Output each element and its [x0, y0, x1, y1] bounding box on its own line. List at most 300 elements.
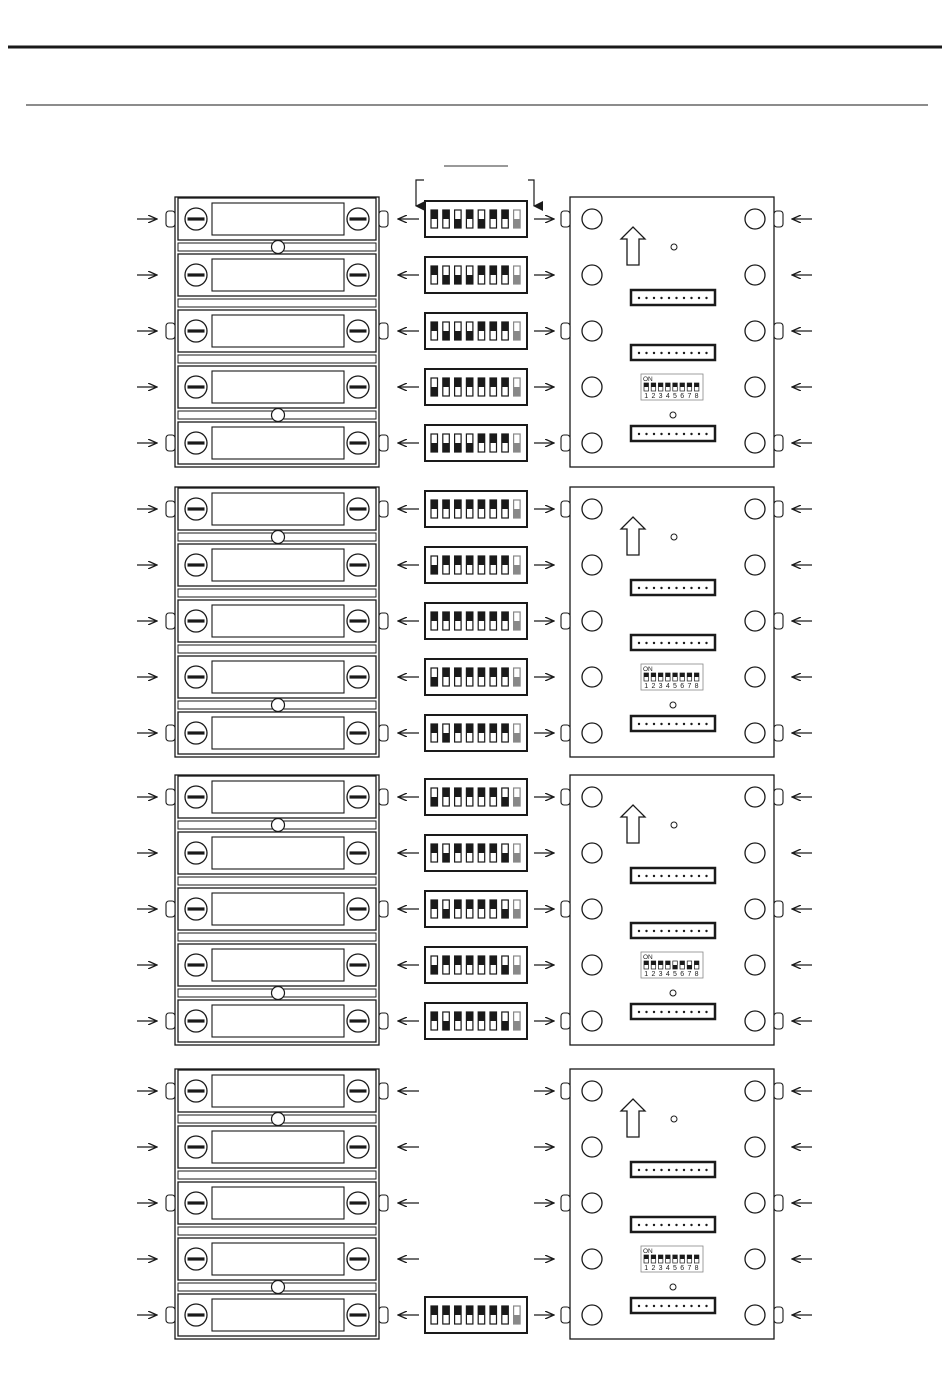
connector-pin	[690, 297, 692, 299]
mounting-hole	[582, 1193, 602, 1213]
module-group-1	[137, 197, 812, 467]
dip-switch-block	[425, 659, 527, 695]
dip-switch-on	[478, 900, 485, 909]
terminal-tab-right	[379, 1013, 388, 1029]
dip-number-label: 3	[658, 1265, 663, 1272]
connector-pin	[690, 875, 692, 877]
connector-pin	[638, 1169, 640, 1171]
dip-switch-on	[466, 500, 473, 509]
board-tab-left	[561, 725, 570, 741]
board-tab-left	[561, 1195, 570, 1211]
connector-pin	[683, 1305, 685, 1307]
connector-pin	[638, 1305, 640, 1307]
board-dip-lever	[658, 1255, 663, 1259]
board-dip-lever	[673, 965, 678, 969]
dip-switch-on	[443, 500, 450, 509]
connector-pin	[698, 1011, 700, 1013]
connector-pin	[653, 433, 655, 435]
connector-pin	[675, 1011, 677, 1013]
dip-switch-on	[466, 724, 473, 733]
connector-pin	[690, 1169, 692, 1171]
mounting-hole	[745, 899, 765, 919]
dip-switch-on	[502, 378, 509, 387]
dip-switch-on	[431, 1306, 438, 1315]
dip-switch-block	[425, 547, 527, 583]
dip-number-label: 6	[680, 683, 685, 690]
dip-switch-on	[478, 668, 485, 677]
dip-switch-on	[490, 668, 497, 677]
dip-number-label: 8	[694, 971, 699, 978]
board-dip-lever	[666, 673, 671, 677]
dip-switch-on	[502, 668, 509, 677]
connector-pin	[705, 587, 707, 589]
connector-pin	[675, 297, 677, 299]
board-dip-lever	[651, 383, 656, 387]
screw-slot	[188, 963, 205, 966]
dip-number-label: 1	[644, 1265, 649, 1272]
terminal-tab-left	[166, 613, 175, 629]
mounting-hole	[582, 499, 602, 519]
connector-pin	[705, 642, 707, 644]
mounting-hole	[745, 955, 765, 975]
connector-pin	[690, 642, 692, 644]
mounting-hole	[582, 611, 602, 631]
dip-switch-block	[425, 1003, 527, 1039]
module-label-window	[212, 717, 344, 749]
link-ring	[272, 409, 285, 422]
board-dip-lever	[658, 383, 663, 387]
board-dip-lever	[680, 383, 685, 387]
screw-slot	[188, 731, 205, 734]
connector-pin	[645, 587, 647, 589]
dip-switch-on	[455, 612, 462, 621]
mounting-hole	[582, 321, 602, 341]
dip-switch-on	[502, 556, 509, 565]
screw-slot	[188, 851, 205, 854]
connector-pin	[645, 433, 647, 435]
connector-pin	[638, 875, 640, 877]
screw-slot	[188, 563, 205, 566]
dip-switch-block	[425, 313, 527, 349]
board-dip-lever	[644, 1255, 649, 1259]
connector-pin	[675, 1305, 677, 1307]
connector-pin	[690, 1224, 692, 1226]
connector-pin	[683, 642, 685, 644]
board-tab-left	[561, 1083, 570, 1099]
dip-number-label: 5	[673, 1265, 677, 1272]
mounting-hole	[582, 1137, 602, 1157]
connector-pin	[698, 1169, 700, 1171]
module-divider	[178, 299, 376, 307]
connector-pin	[675, 587, 677, 589]
connector-pin	[645, 297, 647, 299]
dip-switch-off	[514, 909, 521, 918]
board-dip-lever	[694, 673, 699, 677]
connector-pin	[675, 723, 677, 725]
connector-pin	[645, 930, 647, 932]
module-divider	[178, 355, 376, 363]
mounting-hole	[745, 611, 765, 631]
screw-slot	[350, 1019, 367, 1022]
module-divider	[178, 877, 376, 885]
dip-switch-on	[455, 724, 462, 733]
dip-switch-off	[514, 1021, 521, 1030]
connector-pin	[683, 297, 685, 299]
connector	[631, 345, 715, 360]
dip-switch-off	[431, 965, 438, 974]
connector-pin	[705, 1169, 707, 1171]
screw-slot	[350, 441, 367, 444]
dip-number-label: 2	[651, 971, 656, 978]
connector-pin	[698, 642, 700, 644]
dip-switch-on	[466, 1306, 473, 1315]
connector-pin	[660, 587, 662, 589]
connector-pin	[683, 1169, 685, 1171]
module-label-window	[212, 315, 344, 347]
module-label-window	[212, 203, 344, 235]
dip-switch-on	[490, 378, 497, 387]
screw-slot	[188, 1201, 205, 1204]
mounting-hole	[745, 321, 765, 341]
connector-pin	[698, 433, 700, 435]
dip-switch-on	[466, 956, 473, 965]
dip-switch-on	[466, 210, 473, 219]
dip-switch-on	[490, 556, 497, 565]
connector-pin	[675, 875, 677, 877]
mounting-hole	[745, 1081, 765, 1101]
board-dip-lever	[680, 961, 685, 965]
mounting-hole	[745, 1011, 765, 1031]
connector-pin	[638, 642, 640, 644]
dip-switch-on	[490, 1012, 497, 1021]
screw-slot	[188, 907, 205, 910]
connector-pin	[668, 930, 670, 932]
dip-switch-off	[502, 909, 509, 918]
connector	[631, 1162, 715, 1177]
dip-switch-off	[478, 219, 485, 228]
board-dip-lever	[666, 961, 671, 965]
dip-switch-off	[431, 565, 438, 574]
connector-pin	[690, 587, 692, 589]
dip-switch-off	[443, 909, 450, 918]
bracket-right	[528, 180, 534, 206]
connector-pin	[660, 1011, 662, 1013]
dip-switch-on	[455, 1012, 462, 1021]
mounting-hole	[582, 843, 602, 863]
board-tab-right	[774, 901, 783, 917]
terminal-tab-right	[379, 901, 388, 917]
dip-number-label: 8	[694, 393, 699, 400]
screw-slot	[188, 619, 205, 622]
dip-on-label: ON	[643, 666, 653, 673]
dip-switch-off	[466, 443, 473, 452]
link-ring	[272, 819, 285, 832]
dip-switch-on	[502, 210, 509, 219]
board-tab-left	[561, 613, 570, 629]
connector	[631, 1298, 715, 1313]
dip-switch-on	[466, 788, 473, 797]
indicator-dot	[670, 990, 676, 996]
module-label-window	[212, 605, 344, 637]
connector	[631, 290, 715, 305]
dip-switch-off	[514, 733, 521, 742]
dip-switch-on	[478, 788, 485, 797]
terminal-tab-right	[379, 501, 388, 517]
screw-slot	[188, 795, 205, 798]
module-divider	[178, 645, 376, 653]
connector-pin	[675, 352, 677, 354]
terminal-tab-left	[166, 725, 175, 741]
screw-slot	[188, 507, 205, 510]
screw-slot	[350, 963, 367, 966]
board-dip-lever	[687, 673, 692, 677]
terminal-tab-left	[166, 211, 175, 227]
dip-switch-off	[514, 853, 521, 862]
board-dip-lever	[666, 383, 671, 387]
screw-slot	[188, 1257, 205, 1260]
dip-switch-off	[443, 853, 450, 862]
module-label-window	[212, 893, 344, 925]
module-label-window	[212, 949, 344, 981]
dip-number-label: 1	[644, 683, 649, 690]
dip-switch-off	[514, 1315, 521, 1324]
screw-slot	[350, 1257, 367, 1260]
module-label-window	[212, 259, 344, 291]
dip-number-label: 2	[651, 1265, 656, 1272]
board-dip-lever	[658, 961, 663, 965]
dip-number-label: 7	[687, 1265, 692, 1272]
screw-slot	[350, 795, 367, 798]
dip-switch-off	[514, 331, 521, 340]
connector	[631, 923, 715, 938]
dip-switch-on	[490, 434, 497, 443]
connector-pin	[705, 352, 707, 354]
connector-pin	[690, 930, 692, 932]
indicator-dot	[671, 534, 677, 540]
terminal-tab-left	[166, 501, 175, 517]
dip-switch-on	[455, 900, 462, 909]
mounting-hole	[745, 1137, 765, 1157]
dip-number-label: 8	[694, 683, 699, 690]
dip-switch-off	[514, 621, 521, 630]
connector-pin	[653, 1224, 655, 1226]
terminal-tab-right	[379, 613, 388, 629]
dip-number-label: 4	[665, 971, 670, 978]
terminal-tab-right	[379, 725, 388, 741]
dip-number-label: 8	[694, 1265, 699, 1272]
connector-pin	[653, 875, 655, 877]
connector-pin	[645, 723, 647, 725]
connector-pin	[683, 433, 685, 435]
board-dip-switch	[641, 1246, 703, 1272]
dip-switch-on	[443, 210, 450, 219]
connector-pin	[675, 1224, 677, 1226]
mounting-hole	[582, 433, 602, 453]
mounting-hole	[745, 265, 765, 285]
dip-switch-on	[490, 210, 497, 219]
connector-pin	[660, 1169, 662, 1171]
module-label-window	[212, 1243, 344, 1275]
screw-slot	[350, 851, 367, 854]
module-label-window	[212, 493, 344, 525]
board-tab-left	[561, 501, 570, 517]
mounting-hole	[582, 1081, 602, 1101]
connector-pin	[675, 642, 677, 644]
terminal-tab-left	[166, 1307, 175, 1323]
terminal-tab-left	[166, 435, 175, 451]
module-label-window	[212, 1131, 344, 1163]
connector-pin	[668, 1169, 670, 1171]
dip-number-label: 5	[673, 683, 677, 690]
terminal-tab-left	[166, 901, 175, 917]
module-label-window	[212, 1075, 344, 1107]
mounting-hole	[745, 723, 765, 743]
dip-switch-block	[425, 369, 527, 405]
dip-switch-on	[478, 322, 485, 331]
screw-slot	[350, 273, 367, 276]
dip-switch-on	[490, 500, 497, 509]
board-dip-lever	[694, 1255, 699, 1259]
dip-switch-on	[466, 556, 473, 565]
dip-number-label: 5	[673, 971, 677, 978]
dip-switch-off	[431, 387, 438, 396]
indicator-dot	[671, 1116, 677, 1122]
dip-switch-on	[490, 900, 497, 909]
dip-switch-on	[490, 612, 497, 621]
connector-pin	[668, 1305, 670, 1307]
dip-number-label: 1	[644, 971, 649, 978]
module-group-4	[137, 1069, 812, 1339]
mounting-hole	[582, 265, 602, 285]
mounting-hole	[745, 787, 765, 807]
dip-number-label: 2	[651, 683, 656, 690]
connector-pin	[668, 875, 670, 877]
connector-pin	[705, 1011, 707, 1013]
dip-switch-on	[455, 844, 462, 853]
bracket-left	[416, 180, 424, 206]
mounting-hole	[745, 1249, 765, 1269]
mounting-hole	[582, 1011, 602, 1031]
dip-switch-off	[431, 677, 438, 686]
link-ring	[272, 1281, 285, 1294]
connector-pin	[683, 352, 685, 354]
board-dip-lever	[644, 673, 649, 677]
screw-slot	[350, 1145, 367, 1148]
mounting-hole	[582, 899, 602, 919]
connector-pin	[638, 723, 640, 725]
connector-pin	[638, 1011, 640, 1013]
dip-switch-on	[478, 1012, 485, 1021]
board-dip-lever	[651, 673, 656, 677]
dip-switch-block	[425, 779, 527, 815]
dip-switch-off	[466, 331, 473, 340]
dip-number-label: 4	[665, 683, 670, 690]
dip-switch-on	[478, 500, 485, 509]
dip-switch-on	[502, 266, 509, 275]
dip-switch-off	[455, 443, 462, 452]
mounting-hole	[745, 1305, 765, 1325]
screw-slot	[350, 619, 367, 622]
dip-switch-off	[502, 1021, 509, 1030]
board-tab-right	[774, 1307, 783, 1323]
screw-slot	[188, 1145, 205, 1148]
link-ring	[272, 699, 285, 712]
connector-pin	[705, 875, 707, 877]
dip-switch-off	[514, 565, 521, 574]
connector-pin	[698, 930, 700, 932]
dip-switch-on	[466, 668, 473, 677]
connector-pin	[660, 297, 662, 299]
mounting-hole	[582, 723, 602, 743]
board-dip-lever	[694, 961, 699, 965]
connector-pin	[653, 352, 655, 354]
dip-switch-off	[443, 1021, 450, 1030]
connector-pin	[653, 930, 655, 932]
dip-switch-on	[478, 378, 485, 387]
board-dip-lever	[644, 961, 649, 965]
dip-switch-on	[443, 612, 450, 621]
mounting-hole	[745, 499, 765, 519]
dip-number-label: 7	[687, 971, 692, 978]
link-ring	[272, 987, 285, 1000]
board-tab-left	[561, 323, 570, 339]
connector-pin	[638, 433, 640, 435]
dip-switch-on	[431, 1012, 438, 1021]
dip-switch-off	[514, 443, 521, 452]
dip-switch-on	[502, 434, 509, 443]
connector-pin	[653, 1169, 655, 1171]
module-group-3	[137, 775, 812, 1045]
screw-slot	[350, 329, 367, 332]
dip-switch-off	[455, 219, 462, 228]
dip-switch-on	[443, 1306, 450, 1315]
module-label-window	[212, 1299, 344, 1331]
dip-switch-on	[478, 844, 485, 853]
dip-switch-block	[425, 715, 527, 751]
connector-pin	[660, 642, 662, 644]
connector-pin	[698, 723, 700, 725]
screw-slot	[188, 329, 205, 332]
dip-switch-on	[455, 556, 462, 565]
mounting-hole	[745, 433, 765, 453]
mounting-hole	[745, 843, 765, 863]
mounting-hole	[745, 1193, 765, 1213]
screw-slot	[188, 441, 205, 444]
dip-switch-on	[466, 612, 473, 621]
dip-switch-on	[490, 1306, 497, 1315]
dip-switch-on	[490, 956, 497, 965]
dip-switch-off	[431, 443, 438, 452]
indicator-dot	[670, 702, 676, 708]
terminal-tab-right	[379, 435, 388, 451]
screw-slot	[188, 1089, 205, 1092]
screw-slot	[188, 273, 205, 276]
connector-pin	[653, 587, 655, 589]
dip-switch-off	[514, 965, 521, 974]
board-tab-right	[774, 789, 783, 805]
connector-pin	[698, 875, 700, 877]
connector-pin	[705, 1224, 707, 1226]
connector-pin	[660, 1224, 662, 1226]
module-divider	[178, 589, 376, 597]
connector-pin	[683, 1011, 685, 1013]
connector-pin	[660, 875, 662, 877]
terminal-tab-right	[379, 1307, 388, 1323]
dip-switch-on	[490, 844, 497, 853]
module-divider	[178, 1227, 376, 1235]
board-dip-lever	[658, 673, 663, 677]
connector-pin	[645, 1169, 647, 1171]
